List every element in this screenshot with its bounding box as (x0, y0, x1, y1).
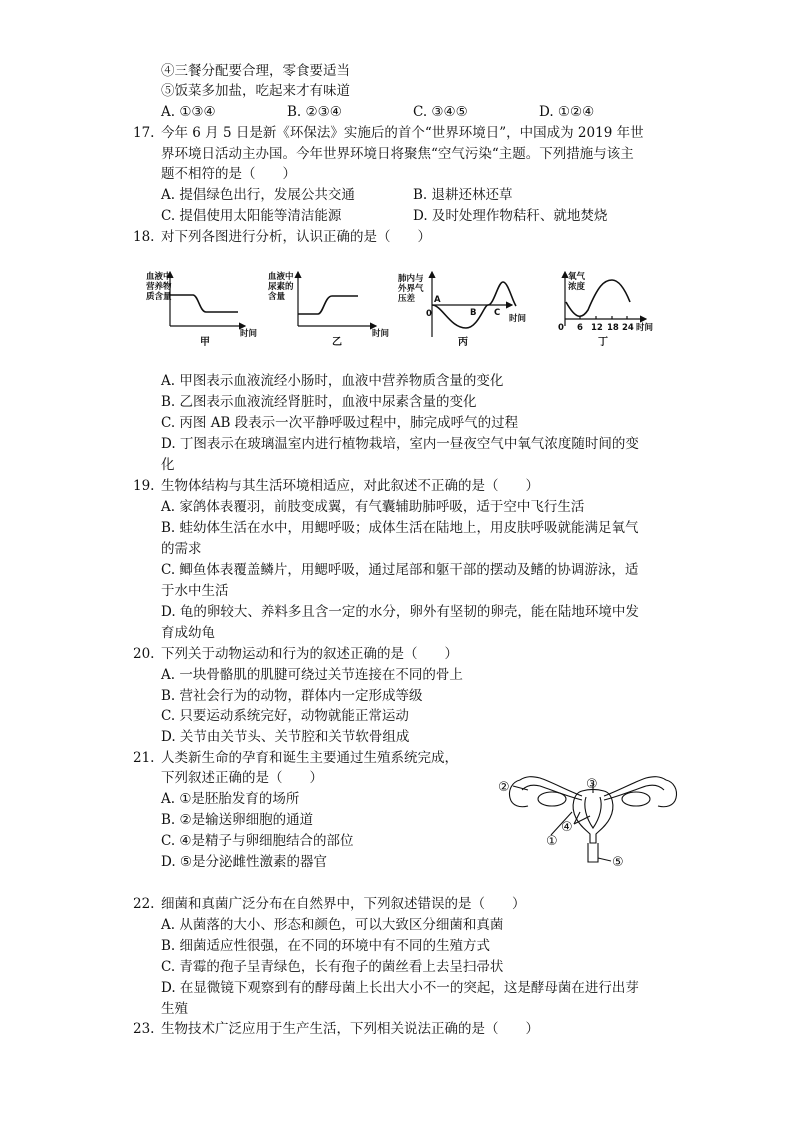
q22-number: 22. (133, 896, 155, 912)
q23-stem: 生物技术广泛应用于生产生活，下列相关说法正确的是（ ） (161, 1021, 539, 1037)
graph-bing-point-b: B (470, 308, 477, 318)
q17-number: 17. (133, 125, 155, 141)
uterus-cavity (585, 797, 601, 828)
graph-yi-xlabel: 时间 (372, 329, 390, 339)
graph-jia-ylabel-3: 质含量 (146, 292, 172, 302)
graph-yi-ylabel-2: 尿素的 (268, 282, 294, 292)
graph-bing-ylabel-3: 压差 (398, 294, 416, 304)
graph-bing-origin: 0 (426, 309, 432, 319)
graph-bing-ylabel-1: 肺内与 (398, 274, 424, 284)
q19-option-d-line-2: 育成幼龟 (161, 625, 215, 641)
q22-stem: 细菌和真菌广泛分布在自然界中，下列叙述错误的是（ ） (161, 896, 526, 912)
left-fimbria (509, 780, 528, 807)
graph-yi-curve (298, 296, 358, 314)
q20-option-b: B. 营社会行为的动物，群体内一定形成等级 (161, 688, 423, 704)
q16-option-b: B. ②③④ (287, 104, 342, 120)
graph-yi-ylabel-3: 含量 (268, 292, 286, 302)
q22-option-a: A. 从菌落的大小、形态和颜色，可以大致区分细菌和真菌 (161, 917, 504, 933)
q18-option-c: C. 丙图 AB 段表示一次平静呼吸过程中，肺完成呼气的过程 (161, 415, 519, 431)
graph-jia-ylabel-2: 营养物 (146, 282, 172, 292)
q16-option-c: C. ③④⑤ (413, 104, 468, 120)
graph-ding-name: 丁 (598, 337, 608, 348)
right-oviduct (604, 777, 666, 796)
q19-option-b-line-1: B. 蛙幼体生活在水中，用鳃呼吸；成体生活在陆地上，用皮肤呼吸就能满足氧气 (161, 520, 639, 536)
graph-jia-curve (170, 295, 238, 312)
right-fimbria (658, 780, 677, 807)
graph-jia-xlabel: 时间 (240, 329, 258, 339)
q21-option-b: B. ②是输送卵细胞的通道 (161, 812, 314, 828)
left-ovary (538, 792, 566, 806)
graph-ding-ylabel-2: 浓度 (568, 282, 586, 292)
q18-option-a: A. 甲图表示血液流经小肠时，血液中营养物质含量的变化 (161, 373, 504, 389)
label-2: ② (498, 780, 510, 795)
q22-option-d-line-1: D. 在显微镜下观察到有的酵母菌上长出大小不一的突起，这是酵母菌在进行出芽 (161, 980, 639, 996)
q20-number: 20. (133, 646, 155, 662)
graph-bing-point-a: A (434, 295, 441, 305)
q16-item-5: ⑤饭菜多加盐，吃起来才有味道 (161, 83, 350, 99)
q21-option-a: A. ①是胚胎发育的场所 (161, 791, 300, 807)
q21-stem-line-1: 人类新生命的孕育和诞生主要通过生殖系统完成， (161, 750, 458, 766)
q21-stem-line-2: 下列叙述正确的是（ ） (161, 770, 323, 786)
left-oviduct (520, 777, 582, 796)
q17-stem-line-3: 题不相符的是（ ） (161, 166, 296, 182)
graph-ding-tick-label-6: 6 (577, 323, 583, 333)
graph-bing-name: 丙 (458, 337, 468, 348)
q19-option-a: A. 家鸽体表覆羽，前肢变成翼，有气囊辅助肺呼吸，适于空中飞行生活 (161, 499, 585, 515)
graph-ding-xlabel: 时间 (636, 323, 654, 333)
q21-option-c: C. ④是精子与卵细胞结合的部位 (161, 833, 354, 849)
q17-option-c: C. 提倡使用太阳能等清洁能源 (161, 208, 342, 224)
q22-option-b: B. 细菌适应性很强，在不同的环境中有不同的生殖方式 (161, 938, 491, 954)
label-line-5 (598, 858, 611, 861)
q19-option-b-line-2: 的需求 (161, 541, 202, 557)
q19-stem: 生物体结构与其生活环境相适应，对此叙述不正确的是（ ） (161, 478, 539, 494)
graph-jia-name: 甲 (200, 337, 210, 348)
graph-bing-point-c: C (494, 308, 501, 318)
q23-number: 23. (133, 1021, 155, 1037)
label-5: ⑤ (612, 855, 624, 870)
graph-jia (170, 272, 245, 326)
q20-option-d: D. 关节由关节头、关节腔和关节软骨组成 (161, 729, 410, 745)
graph-yi-ylabel-1: 血液中 (268, 272, 294, 282)
q17-stem-line-1: 今年 6 月 5 日是新《环保法》实施后的首个“世界环境日”，中国成为 2019 年世 (161, 125, 644, 141)
graph-yi (298, 272, 376, 326)
graph-bing (432, 272, 516, 337)
q18-number: 18. (133, 229, 155, 245)
q18-stem: 对下列各图进行分析，认识正确的是（ ） (161, 229, 431, 245)
q18-option-b: B. 乙图表示血液流经肾脏时，血液中尿素含量的变化 (161, 394, 477, 410)
q17-option-a: A. 提倡绿色出行，发展公共交通 (161, 187, 355, 203)
label-4: ④ (561, 820, 573, 835)
q19-option-d-line-1: D. 龟的卵较大、养料多且含一定的水分，卵外有坚韧的卵壳，能在陆地环境中发 (161, 604, 639, 620)
graph-ding-tick-label-12: 12 (591, 323, 603, 333)
graph-yi-name: 乙 (332, 337, 342, 348)
q18-option-d-line-2: 化 (161, 457, 175, 473)
graph-ding-ylabel-1: 氧气 (568, 272, 586, 282)
q19-number: 19. (133, 478, 155, 494)
right-ovary (622, 792, 650, 806)
q20-option-a: A. 一块骨骼肌的肌腱可绕过关节连接在不同的骨上 (161, 667, 463, 683)
q16-item-4: ④三餐分配要合理，零食要适当 (161, 63, 350, 79)
q18-option-d-line-1: D. 丁图表示在玻璃温室内进行植物栽培，室内一昼夜空气中氧气浓度随时间的变 (161, 436, 639, 452)
q16-option-d: D. ①②④ (539, 104, 595, 120)
q21-option-d: D. ⑤是分泌雌性激素的器官 (161, 854, 328, 870)
q17-option-b: B. 退耕还林还草 (413, 187, 513, 203)
label-3: ③ (586, 777, 598, 792)
graph-ding-tick-label-18: 18 (607, 323, 619, 333)
graph-ding-tick-label-24: 24 (622, 323, 634, 333)
graph-bing-ylabel-2: 外界气 (398, 284, 424, 294)
graph-bing-xlabel: 时间 (509, 314, 527, 324)
q19-option-c-line-1: C. 鲫鱼体表覆盖鳞片，用鳃呼吸，通过尾部和躯干部的摆动及鳍的协调游泳，适 (161, 562, 639, 578)
q22-option-c: C. 青霉的孢子呈青绿色，长有孢子的菌丝看上去呈扫帚状 (161, 959, 504, 975)
vagina-shape (588, 843, 598, 862)
q17-option-d: D. 及时处理作物秸秆、就地焚烧 (413, 208, 608, 224)
q19-option-c-line-2: 于水中生活 (161, 583, 229, 599)
uterus-shape (573, 790, 613, 844)
label-1: ① (546, 834, 558, 849)
q17-stem-line-2: 界环境日活动主办国。今年世界环境日将聚焦“空气污染“主题。下列措施与该主 (161, 146, 634, 162)
q20-option-c: C. 只要运动系统完好，动物就能正常运动 (161, 708, 409, 724)
graph-ding-tick-label-0: 0 (558, 323, 564, 333)
q20-stem: 下列关于动物运动和行为的叙述正确的是（ ） (161, 646, 458, 662)
graph-jia-ylabel-1: 血液中 (146, 272, 172, 282)
q22-option-d-line-2: 生殖 (161, 1001, 188, 1017)
q16-option-a: A. ①③④ (161, 104, 216, 120)
q21-number: 21. (133, 750, 155, 766)
